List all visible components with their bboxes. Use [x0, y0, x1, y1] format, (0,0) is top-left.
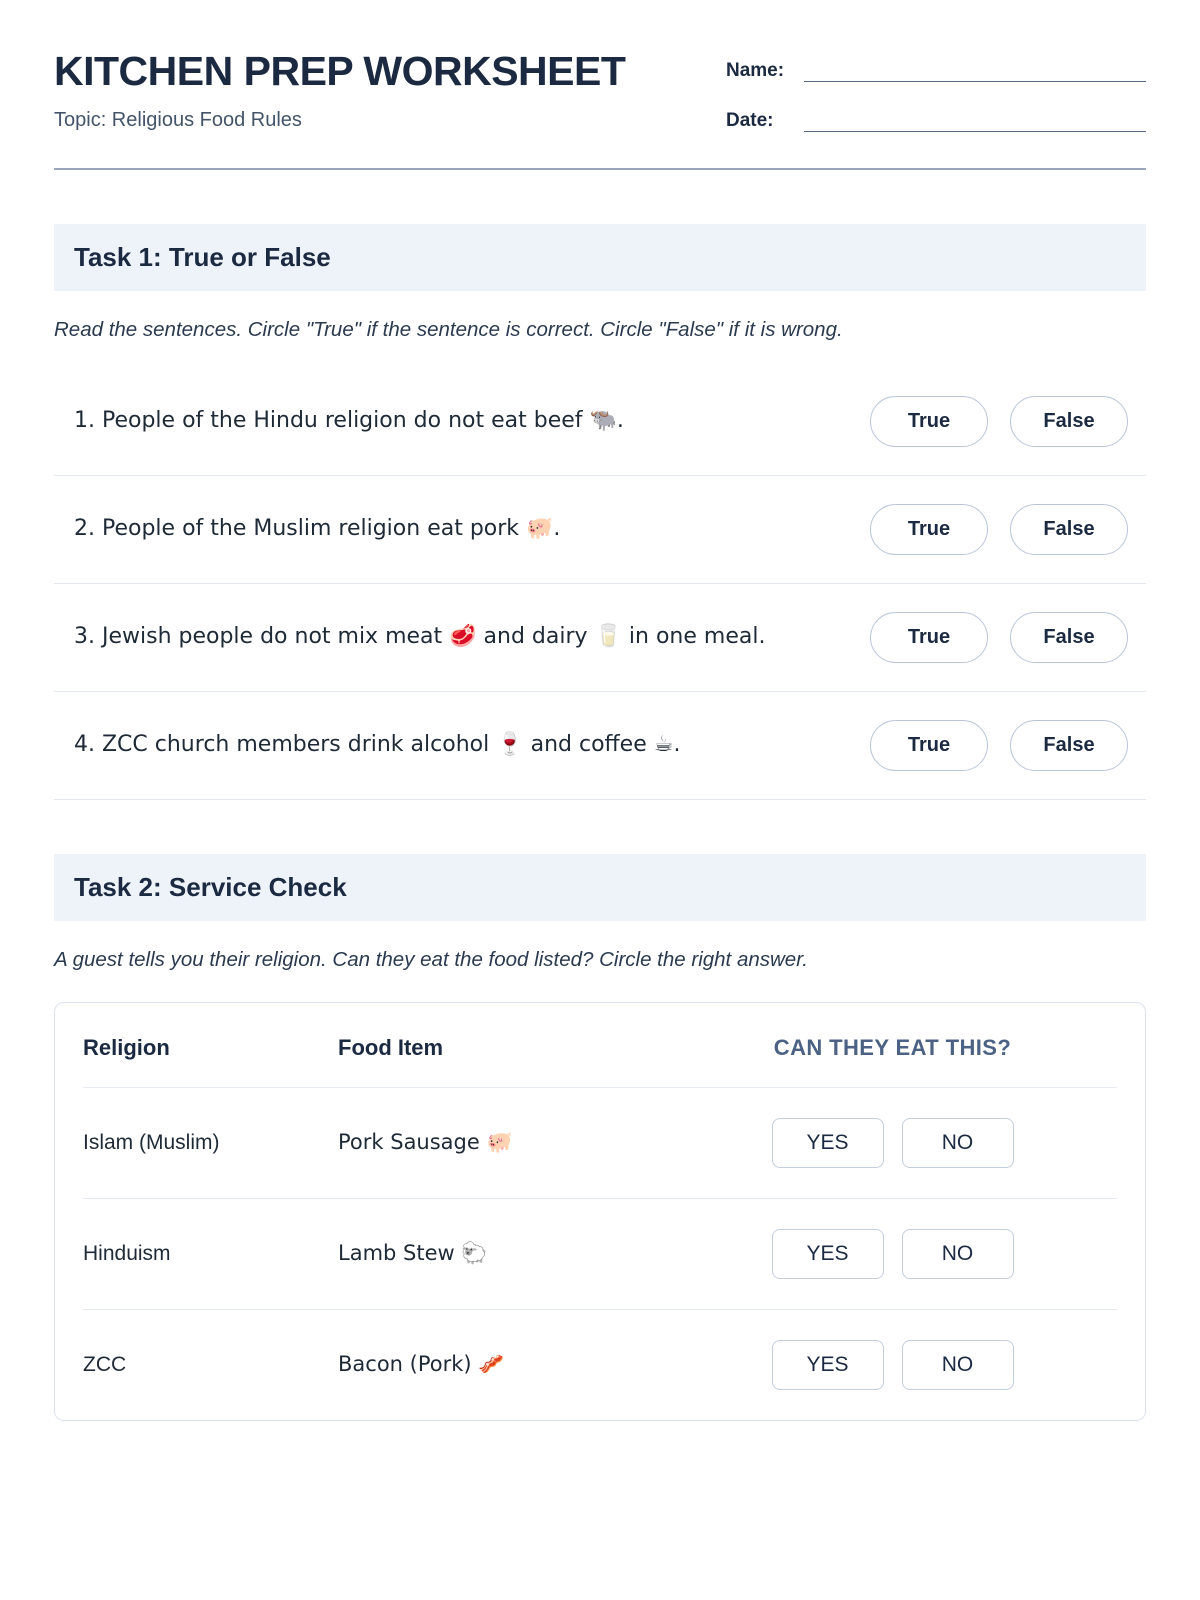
- task2-banner: [54, 854, 1146, 921]
- list-item: [54, 584, 1146, 692]
- date-field-row: [726, 110, 1146, 132]
- task1-banner: [54, 224, 1146, 291]
- table-row: [83, 1087, 1117, 1198]
- true-option[interactable]: True: [870, 504, 988, 555]
- yes-option[interactable]: YES: [772, 1229, 884, 1279]
- name-input-line[interactable]: [804, 60, 1146, 82]
- task2-instructions: A guest tells you their religion. Can they eat the food listed? Circle the right answer.: [54, 947, 808, 971]
- cell-answer: [668, 1309, 1117, 1420]
- task2-heading: Task 2: Service Check: [74, 871, 347, 902]
- worksheet-header: [54, 44, 1146, 160]
- yes-option[interactable]: YES: [772, 1118, 884, 1168]
- false-option[interactable]: False: [1010, 612, 1128, 663]
- question-text: 2. People of the Muslim religion eat pork 🐖.: [74, 516, 561, 542]
- task1-instructions: Read the sentences. Circle "True" if the sentence is correct. Circle "False" if it is wrong.: [54, 318, 843, 341]
- false-option[interactable]: False: [1010, 504, 1128, 555]
- cell-answer: [668, 1198, 1117, 1309]
- yes-option[interactable]: YES: [772, 1340, 884, 1390]
- true-option[interactable]: True: [870, 720, 988, 771]
- service-check-table: [83, 1009, 1117, 1420]
- true-option[interactable]: True: [870, 612, 988, 663]
- task1-heading: Task 1: True or False: [74, 242, 331, 272]
- no-option[interactable]: NO: [902, 1118, 1014, 1168]
- table-row: [83, 1198, 1117, 1309]
- header-divider: [54, 168, 1146, 170]
- cell-religion: Islam (Muslim): [83, 1087, 338, 1198]
- cell-food: Lamb Stew 🐑: [338, 1198, 668, 1309]
- name-label: Name:: [726, 60, 785, 81]
- column-header-answer: CAN THEY EAT THIS?: [773, 1034, 1012, 1060]
- false-option[interactable]: False: [1010, 396, 1128, 447]
- date-input-line[interactable]: [804, 110, 1146, 132]
- no-option[interactable]: NO: [902, 1229, 1014, 1279]
- page-title: KITCHEN PREP WORKSHEET: [54, 48, 626, 94]
- answer-choices: [870, 504, 1146, 555]
- list-item: [54, 476, 1146, 584]
- date-label: Date:: [726, 110, 774, 131]
- list-item: [54, 692, 1146, 800]
- table-row: [83, 1309, 1117, 1420]
- header-title-block: [54, 44, 625, 132]
- column-header-food: Food Item: [338, 1034, 444, 1060]
- column-header-religion: Religion: [83, 1034, 170, 1060]
- yes-no-group: [668, 1340, 1117, 1390]
- answer-choices: [870, 720, 1146, 771]
- cell-food: Bacon (Pork) 🥓: [338, 1309, 668, 1420]
- cell-religion: ZCC: [83, 1309, 338, 1420]
- worksheet-topic: Topic: Religious Food Rules: [54, 109, 302, 132]
- name-field-row: [726, 60, 1146, 82]
- yes-no-group: [668, 1229, 1117, 1279]
- list-item: [54, 368, 1146, 476]
- service-check-table-card: [54, 1002, 1146, 1421]
- cell-food: Pork Sausage 🐖: [338, 1087, 668, 1198]
- false-option[interactable]: False: [1010, 720, 1128, 771]
- true-option[interactable]: True: [870, 396, 988, 447]
- question-text: 3. Jewish people do not mix meat 🥩 and dairy 🥛 in one meal.: [74, 624, 766, 650]
- cell-religion: Hinduism: [83, 1198, 338, 1309]
- answer-choices: [870, 612, 1146, 663]
- question-text: 1. People of the Hindu religion do not eat beef 🐃.: [74, 408, 624, 434]
- header-fields: [726, 44, 1146, 160]
- answer-choices: [870, 396, 1146, 447]
- task1-question-list: [54, 368, 1146, 800]
- no-option[interactable]: NO: [902, 1340, 1014, 1390]
- table-header-row: [83, 1009, 1117, 1088]
- yes-no-group: [668, 1118, 1117, 1168]
- question-text: 4. ZCC church members drink alcohol 🍷 and coffee ☕.: [74, 732, 681, 758]
- cell-answer: [668, 1087, 1117, 1198]
